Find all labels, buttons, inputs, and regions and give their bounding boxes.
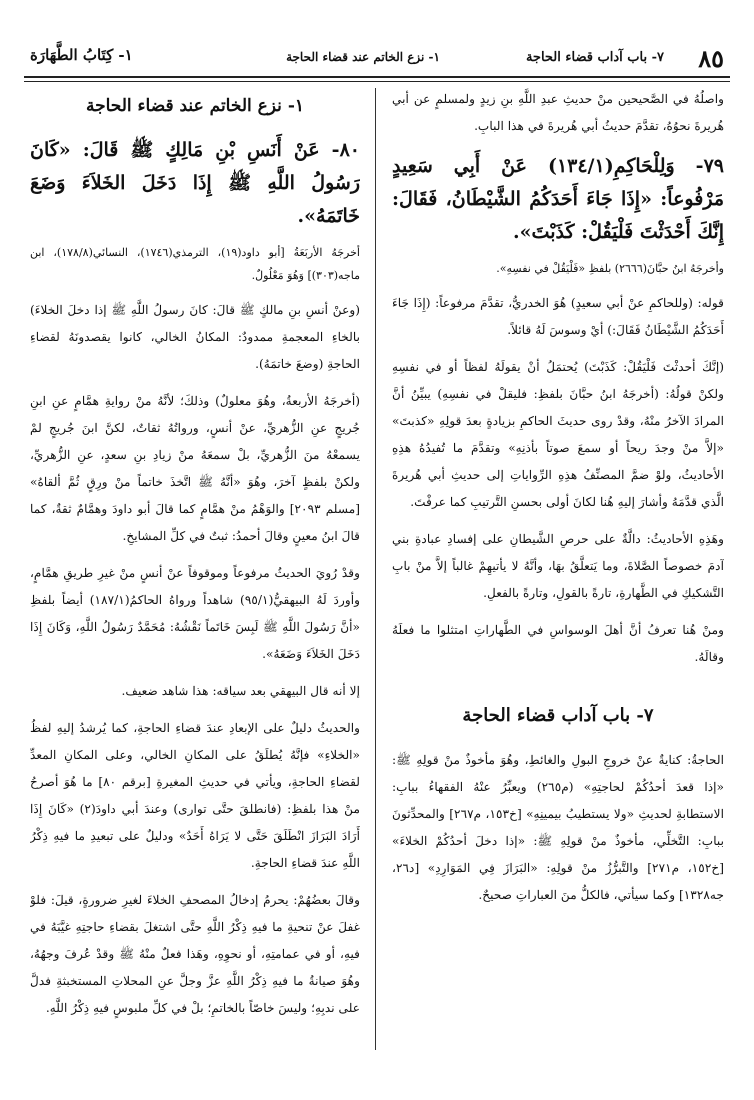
paragraph: وقدْ رُويَ الحديثُ مرفوعاً وموقوفاً عنْ أنسٍ منْ غيرِ طريقِ همَّامٍ، وأوردَ لَهُ البيهقيُّ(٩٥/١) شاهداً ورواهُ الحاكمُ(١٨٧/١) أيضاً بلفظِ «أنَّ رَسُولَ اللَّهِ ﷺ لَبِسَ خَاتَماً نَقْشُهُ: مُحَمَّدٌ رَسُولُ اللَّهِ، وَكَانَ إِذَا دَخَلَ الخَلاَءَ وَضَعَهُ». [30, 566, 360, 661]
paragraph: واصلُهُ في الصَّحيحين منْ حديثِ عبدِ اللَّهِ بنِ زيدٍ ولمسلمٍ عن أبي هُريرةَ نحوُهُ، تقدَّمَ حديثُ أبي هُريرةَ في هذا البابِ. [392, 92, 724, 133]
page-header [24, 44, 730, 74]
paragraph: إلا أنه قال البيهقي بعد سياقه: هذا شاهد ضعيف. [121, 684, 360, 698]
paragraph: قوله: (وللحاكمِ عنْ أبي سعيدٍ) هُوَ الخدريُّ، تقدَّمَ مرفوعاً: (إِذَا جَاءَ أَحَدَكُمُ الشَّيْطَانُ فَقَالَ:) أيْ وسوسَ لَهُ قائلاً. [392, 296, 724, 337]
subsection-heading: ١- نزع الخاتم عند قضاء الحاجة [85, 96, 305, 116]
header-rule-thin [24, 81, 730, 82]
right-column [392, 86, 724, 1060]
paragraph: (وعنْ أنسِ بنِ مالكٍ ﷺ قالَ: كانَ رسولُ اللَّهِ ﷺ إذا دخلَ الخلاءَ) بالخاءِ المعجمةِ ممدودٌ: المكانُ الخالي، كانوا يقصدونَهُ لقضاءِ الحاجةِ (وضعَ خاتمَهُ). [30, 303, 360, 371]
paragraph: ومنْ هُنا تعرفُ أنَّ أهلَ الوسواسِ في الطَّهاراتِ امتثلوا ما فعلَهُ وقالَهُ. [392, 623, 724, 664]
header-book-title: ١- كِتَابُ الطَّهَارَة [30, 46, 133, 64]
page-number: ٨٥ [698, 44, 724, 73]
takhrij-80: أخرجَهُ الأربَعَةُ [أبو داود(١٩)، الترمذي(١٧٤٦)، النسائي(١٧٨/٨)، ابن ماجه(٣٠٣)] وَهُوَ مَعْلُولٌ. [30, 246, 360, 282]
hadith-79: ٧٩- وَلِلْحَاكِمِ(١٣٤/١) عَنْ أَبِي سَعِيدٍ مَرْفُوعاً: «إِذَا جَاءَ أَحَدَكُمُ الشَّيْطَانُ، فَقَالَ: إِنَّكَ أَحْدَثْتَ فَلْيَقُلْ: كَذَبْتَ». [392, 155, 724, 243]
takhrij-79: وأخرجَهُ ابنُ حبَّانَ(٢٦٦٦) بلفظِ «فَلْيَقُلْ في نفسِهِ». [496, 262, 724, 275]
hadith-80: ٨٠- عَنْ أَنَسِ بْنِ مَالِكٍ ﷺ قَالَ: «كَانَ رَسُولُ اللَّهِ ﷺ إِذَا دَخَلَ الخَلاَءَ وَضَعَ خَاتَمَهُ». [30, 139, 360, 227]
paragraph: والحديثُ دليلٌ على الإبعادِ عندَ قضاءِ الحاجةِ، كما يُرشدُ إليهِ لفظُ «الخلاءِ» فإنَّهُ يُطلَقُ على المكانِ الخالي، وعلى المكانِ المعدِّ لقضاءِ الحاجةِ، ويأتي في حديثِ المغيرةِ [برقم ٨٠] ما هُوَ أصرحُ منْ هذا بلفظِ: (فانطلقَ حتَّى توارى) وعندَ أبي داودَ(٢) «كَانَ إِذَا أَرَادَ البَرَازَ انْطَلَقَ حَتَّى لا يَرَاهُ أَحَدٌ» ودليلٌ على تبعيدِ ما فيهِ ذِكْرُ اللَّهِ عندَ قضاءِ الحاجةِ. [30, 721, 360, 870]
column-divider [375, 88, 376, 1050]
paragraph: الحاجةُ: كنايةٌ عنْ خروجِ البولِ والغائطِ، وهُوَ مأخوذٌ منْ قولِهِ ﷺ: «إذا قعدَ أحدُكُمْ لحاجتِهِ» (م٢٦٥) ويعبِّرُ عنْهُ الفقهاءُ ببابِ: الاستطابةِ لحديثِ «ولا يستطيبُ بيمينِهِ» [خ١٥٣، م٢٦٧] والمحدِّثونَ ببابِ: التَّخلِّي، مأخوذٌ منْ قولِهِ ﷺ: «إذا دخلَ أحدُكُمْ الخلاءَ» [خ١٥٢، م٢٧١] والتَّبرُّزُ منْ قولِهِ: «البَرَازَ فِي المَوَارِدِ» [د٢٦، جه١٣٢٨] وكما سيأتي، فالكلُّ منَ العباراتِ صحيحٌ. [392, 753, 724, 902]
paragraph: وهَذِهِ الأحاديثُ: دالَّةٌ على حرصِ الشَّيطانِ على إفسادِ عبادةِ بني آدمَ خصوصاً الصَّلاةَ، وما يَتعلَّقُ بهَا، وأنَّهُ لا يأتيهِمْ غالباً إلاَّ منْ بابِ التَّشكيكِ في الطَّهارةِ، تارةً بالقولِ، وتارةً بالفعلِ. [392, 532, 724, 600]
header-section-title: ١- نزع الخاتم عند قضاء الحاجة [286, 50, 440, 64]
paragraph: (إنَّكَ أحدثْتَ فَلْيَقُلْ: كَذَبْتَ) يُحتمَلُ أنْ يقولَهُ لفظاً أو في نفسِهِ ولكنْ قولُهُ: (أخرجَهُ ابنُ حبَّانَ بلفظِ: فليقلْ في نفسِهِ) يبيِّنُ أنَّ المرادَ الآخرُ منْهُ، وقدْ روى حديثَ الحاكمِ بزيادةٍ بعدَ قولِهِ «كذبتَ» «إلاَّ منْ وجدَ ريحاً أو سمعَ صوتاً بأذنِهِ» وتقدَّمَ ما تُفيدُهُ هذِهِ الأحاديثُ، ولوْ ضمَّ المصنِّفُ هذِهِ الرِّواياتِ إلى حديثِ أبي هُريرةَ الَّذي قدَّمَهُ وأشارَ إليهِ هُنا لكانَ أولى بحسنِ التَّرتيبِ كما عرفْتَ. [392, 360, 724, 509]
header-rule [24, 76, 730, 78]
left-column [30, 86, 360, 1060]
paragraph: وقالَ بعضُهُمْ: يحرمُ إدخالُ المصحفِ الخلاءَ لغيرِ ضرورةٍ، قيلَ: فلوْ غفلَ عنْ تنحيةِ ما فيهِ ذِكْرُ اللَّهِ حتَّى اشتغلَ بقضاءِ حاجتِهِ غيَّبَهُ في فيهِ، أو في عمامتِهِ، أو نحوِهِ، وهَذا فعلٌ منْهُ ﷺ وقدْ عُرفَ وجهُهُ، وهُوَ صيانةُ ما فيهِ ذِكْرُ اللَّهِ عزَّ وجلَّ عنِ المحلاتِ المستخبثةِ فدلَّ على ندبِهِ؛ وليسَ خاصّاً بالخاتمِ؛ بلْ في كلِّ ملبوسٍ فيهِ ذِكْرُ اللَّهِ. [30, 893, 360, 1015]
paragraph: (أخرجَهُ الأربعةُ، وهُوَ معلولٌ) وذلكَ؛ لأنَّهُ منْ روايةِ همَّامٍ عنِ ابنِ جُريجٍ عنِ الزُّهريِّ، عنْ أنسٍ، ورواتُهُ ثقاتٌ، لكنَّ ابنَ جُريجٍ لمْ يسمعْهُ منَ الزُّهريِّ، بلْ سمعَهُ منْ زيادِ بنِ سعدٍ، عنِ الزُّهريِّ، ولكنْ بلفظٍ آخرَ، وهُوَ «أنَّهُ ﷺ اتَّخذَ خاتماً منْ ورِقٍ ثُمَّ ألقاهُ» [مسلم ٢٠٩٣] والوَهْمُ منْ همَّامٍ كما قالَ أبو داودَ وهمَّامٌ ثقةٌ، كما قالَ ابنُ معينٍ وقالَ أحمدُ: ثبتٌ في كلِّ المشايخِ. [30, 394, 360, 543]
header-chapter-title: ٧- باب آداب قضاء الحاجة [525, 50, 664, 65]
section-heading-7: ٧- باب آداب قضاء الحاجة [462, 705, 654, 726]
